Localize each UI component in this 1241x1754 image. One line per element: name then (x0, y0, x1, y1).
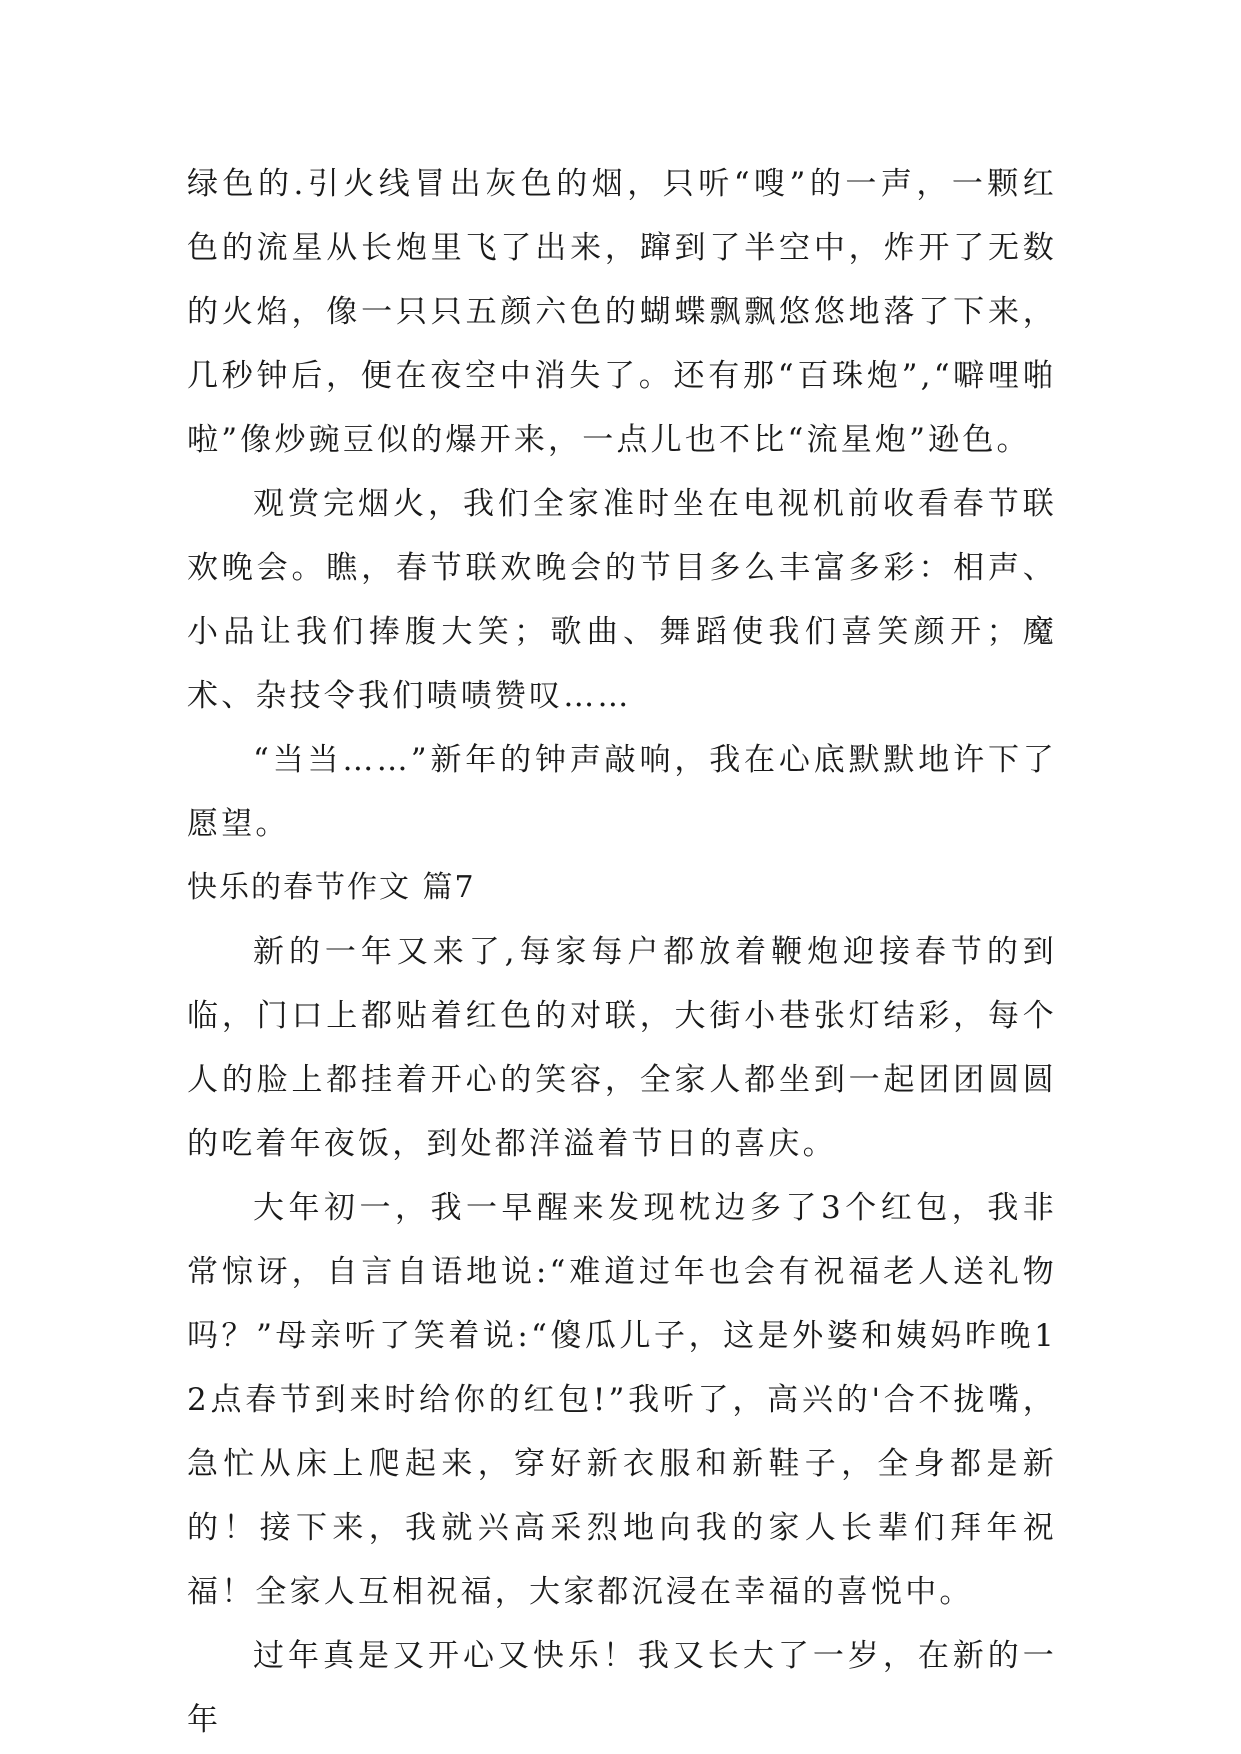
paragraph-happy-new-year: 过年真是又开心又快乐！我又长大了一岁，在新的一年 (187, 1638, 1057, 1738)
paragraph-new-year-arrives: 新的一年又来了,每家每户都放着鞭炮迎接春节的到临，门口上都贴着红色的对联，大街小巷张灯结彩，每个人的脸上都挂着开心的笑容，全家人都坐到一起团团圆圆的吃着年夜饭，到处都洋溢着节日的喜庆。 (187, 934, 1057, 1162)
document-body (187, 152, 1057, 1752)
paragraph-red-envelopes: 大年初一，我一早醒来发现枕边多了3个红包，我非常惊讶，自言自语地说:“难道过年也会有祝福老人送礼物吗？”母亲听了笑着说:“傻瓜儿子，这是外婆和姨妈昨晚12点春节到来时给你的红包!”我听了，高兴的'合不拢嘴，急忙从床上爬起来，穿好新衣服和新鞋子，全身都是新的！接下来，我就兴高采烈地向我的家人长辈们拜年祝福！全家人互相祝福，大家都沉浸在幸福的喜悦中。 (187, 1190, 1057, 1610)
paragraph-gala: 观赏完烟火，我们全家准时坐在电视机前收看春节联欢晚会。瞧，春节联欢晚会的节目多么丰富多彩：相声、小品让我们捧腹大笑；歌曲、舞蹈使我们喜笑颜开；魔术、杂技令我们啧啧赞叹…… (187, 486, 1057, 714)
paragraph-fireworks: 绿色的.引火线冒出灰色的烟，只听“嗖”的一声，一颗红色的流星从长炮里飞了出来，蹿到了半空中，炸开了无数的火焰，像一只只五颜六色的蝴蝶飘飘悠悠地落了下来，几秒钟后，便在夜空中消失了。还有那“百珠炮”,“噼哩啪啦”像炒豌豆似的爆开来，一点儿也不比“流星炮”逊色。 (187, 166, 1057, 458)
paragraph-new-year-bell: “当当……”新年的钟声敲响，我在心底默默地许下了愿望。 (187, 742, 1057, 842)
section-heading: 快乐的春节作文 篇7 (187, 870, 476, 905)
